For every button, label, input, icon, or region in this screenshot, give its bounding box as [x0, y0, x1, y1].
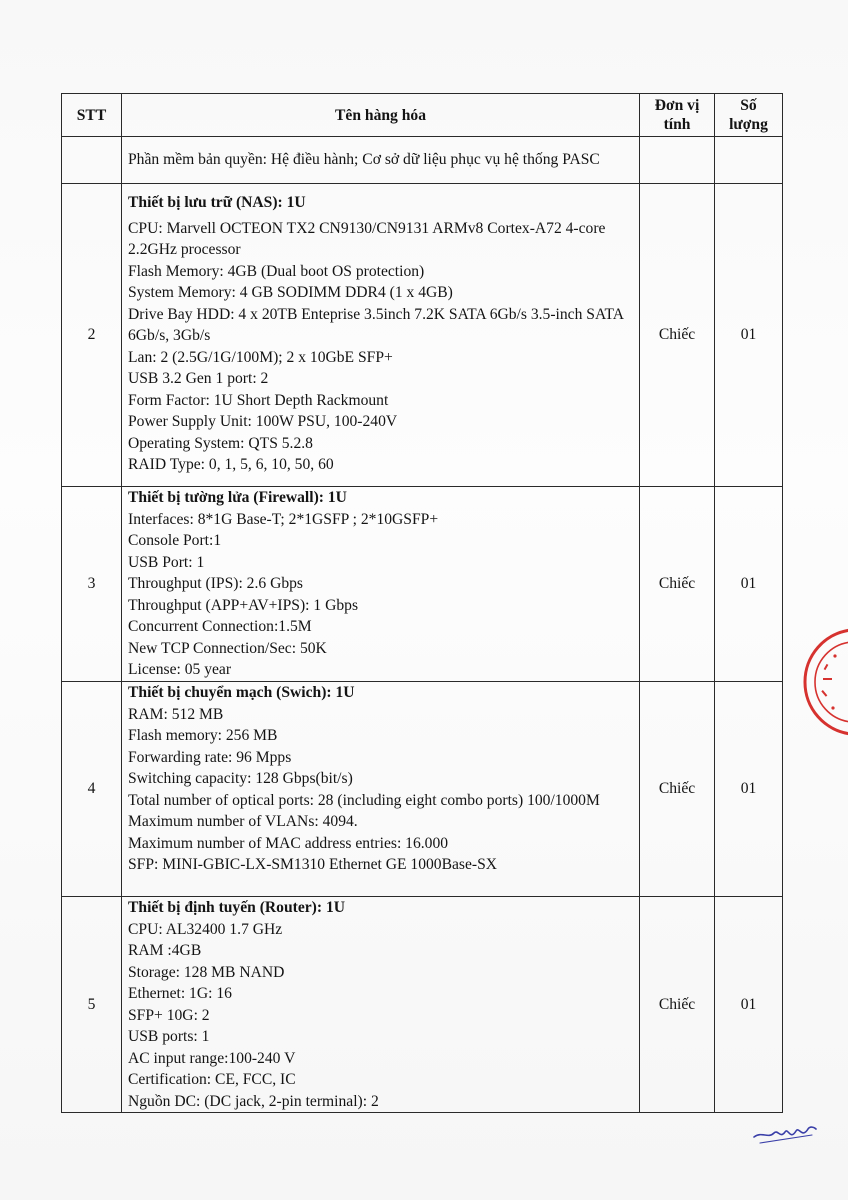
spec-line: Maximum number of MAC address entries: 16.000 — [128, 834, 449, 852]
spec-line: RAM: 512 MB — [128, 705, 224, 723]
spec-line: SFP+ 10G: 2 — [128, 1006, 210, 1024]
seal-outer-ring — [805, 630, 848, 734]
table-header-row — [62, 94, 783, 137]
row-description — [122, 897, 640, 1113]
seal-dot — [831, 706, 834, 709]
row-unit: Chiếc — [640, 897, 715, 1113]
seal-mark — [821, 690, 827, 697]
row-unit — [640, 137, 715, 184]
spec-line: CPU: AL32400 1.7 GHz — [128, 920, 283, 938]
signature-underline — [760, 1135, 812, 1143]
spec-line: Throughput (IPS): 2.6 Gbps — [128, 575, 303, 592]
row-stt: 2 — [62, 184, 122, 487]
spec-line: Drive Bay HDD: 4 x 20TB Enteprise 3.5inch 7.2K SATA 6Gb/s 3.5-inch SATA 6Gb/s, 3Gb/s — [128, 305, 624, 344]
spec-line: RAM :4GB — [128, 942, 202, 959]
row-description — [122, 137, 640, 184]
signature-initials — [752, 1117, 818, 1151]
item-title: Thiết bị lưu trữ (NAS): 1U — [128, 194, 306, 211]
spec-line: Power Supply Unit: 100W PSU, 100-240V — [128, 413, 398, 430]
seal-stamp — [793, 626, 848, 738]
table-row — [62, 897, 783, 1113]
spec-line: Flash memory: 256 MB — [128, 727, 278, 744]
row-description — [122, 682, 640, 897]
header-name — [122, 94, 640, 137]
spec-line: USB ports: 1 — [128, 1028, 210, 1045]
row-qty: 01 — [715, 487, 783, 682]
table-row — [62, 137, 783, 184]
row-qty — [715, 137, 783, 184]
seal-mark — [823, 678, 832, 680]
row-unit: Chiếc — [640, 487, 715, 682]
spec-line: Concurrent Connection:1.5M — [128, 618, 312, 635]
row-qty: 01 — [715, 184, 783, 487]
spec-line: Form Factor: 1U Short Depth Rackmount — [128, 391, 389, 409]
spec-line: System Memory: 4 GB SODIMM DDR4 (1 x 4GB) — [128, 284, 453, 301]
header-qty-line1: Số — [740, 97, 757, 114]
row-description — [122, 487, 640, 682]
spec-line: Phần mềm bản quyền: Hệ điều hành; Cơ sở dữ liệu phục vụ hệ thống PASC — [128, 151, 600, 169]
seal-dot — [833, 654, 836, 657]
row-stt: 3 — [62, 487, 122, 682]
header-unit-line2: tính — [663, 116, 691, 133]
spec-line: CPU: Marvell OCTEON TX2 CN9130/CN9131 ARMv8 Cortex-A72 4-core 2.2GHz processor — [128, 219, 606, 258]
spec-line: AC input range:100-240 V — [128, 1049, 296, 1067]
header-stt-label: STT — [76, 106, 107, 124]
spec-line: New TCP Connection/Sec: 50K — [128, 639, 327, 657]
header-stt — [62, 94, 122, 137]
spec-line: Certification: CE, FCC, IC — [128, 1071, 296, 1088]
spec-line: Ethernet: 1G: 16 — [128, 985, 232, 1002]
spec-line: USB 3.2 Gen 1 port: 2 — [128, 370, 269, 387]
header-qty — [715, 94, 783, 137]
seal-mark — [824, 664, 829, 670]
spec-line: Switching capacity: 128 Gbps(bit/s) — [128, 770, 353, 787]
spec-line: RAID Type: 0, 1, 5, 6, 10, 50, 60 — [128, 456, 334, 473]
header-name-label: Tên hàng hóa — [335, 106, 426, 124]
row-unit: Chiếc — [640, 682, 715, 897]
item-title: Thiết bị chuyển mạch (Swich): 1U — [128, 684, 355, 701]
spec-line: Throughput (APP+AV+IPS): 1 Gbps — [128, 596, 359, 614]
header-qty-line2: lượng — [729, 116, 768, 133]
spec-line: Maximum number of VLANs: 4094. — [128, 813, 358, 830]
spec-line: Forwarding rate: 96 Mpps — [128, 748, 292, 766]
spec-line: Flash Memory: 4GB (Dual boot OS protection) — [128, 262, 425, 280]
seal-inner-ring — [815, 642, 848, 722]
item-title: Thiết bị tường lửa (Firewall): 1U — [128, 489, 347, 506]
row-qty: 01 — [715, 897, 783, 1113]
table-row — [62, 682, 783, 897]
spec-line: Lan: 2 (2.5G/1G/100M); 2 x 10GbE SFP+ — [128, 348, 393, 366]
row-description — [122, 184, 640, 487]
row-stt — [62, 137, 122, 184]
spec-line: Nguồn DC: (DC jack, 2-pin terminal): 2 — [128, 1092, 379, 1110]
spec-line: Operating System: QTS 5.2.8 — [128, 434, 313, 452]
spec-line: SFP: MINI-GBIC-LX-SM1310 Ethernet GE 1000Base-SX — [128, 856, 498, 873]
spec-line: Total number of optical ports: 28 (including eight combo ports) 100/1000M — [128, 791, 600, 809]
row-unit: Chiếc — [640, 184, 715, 487]
spec-line: Console Port:1 — [128, 532, 222, 549]
spec-line: Storage: 128 MB NAND — [128, 963, 285, 981]
header-unit — [640, 94, 715, 137]
spec-line: Interfaces: 8*1G Base-T; 2*1GSFP ; 2*10GSFP+ — [128, 510, 439, 528]
header-unit-line1: Đơn vị — [654, 97, 700, 114]
equipment-table — [61, 93, 783, 1113]
row-stt: 5 — [62, 897, 122, 1113]
row-stt: 4 — [62, 682, 122, 897]
spec-line: License: 05 year — [128, 661, 232, 678]
table-row — [62, 487, 783, 682]
row-qty: 01 — [715, 682, 783, 897]
table-row — [62, 184, 783, 487]
spec-line: USB Port: 1 — [128, 553, 205, 571]
item-title: Thiết bị định tuyến (Router): 1U — [128, 899, 346, 916]
